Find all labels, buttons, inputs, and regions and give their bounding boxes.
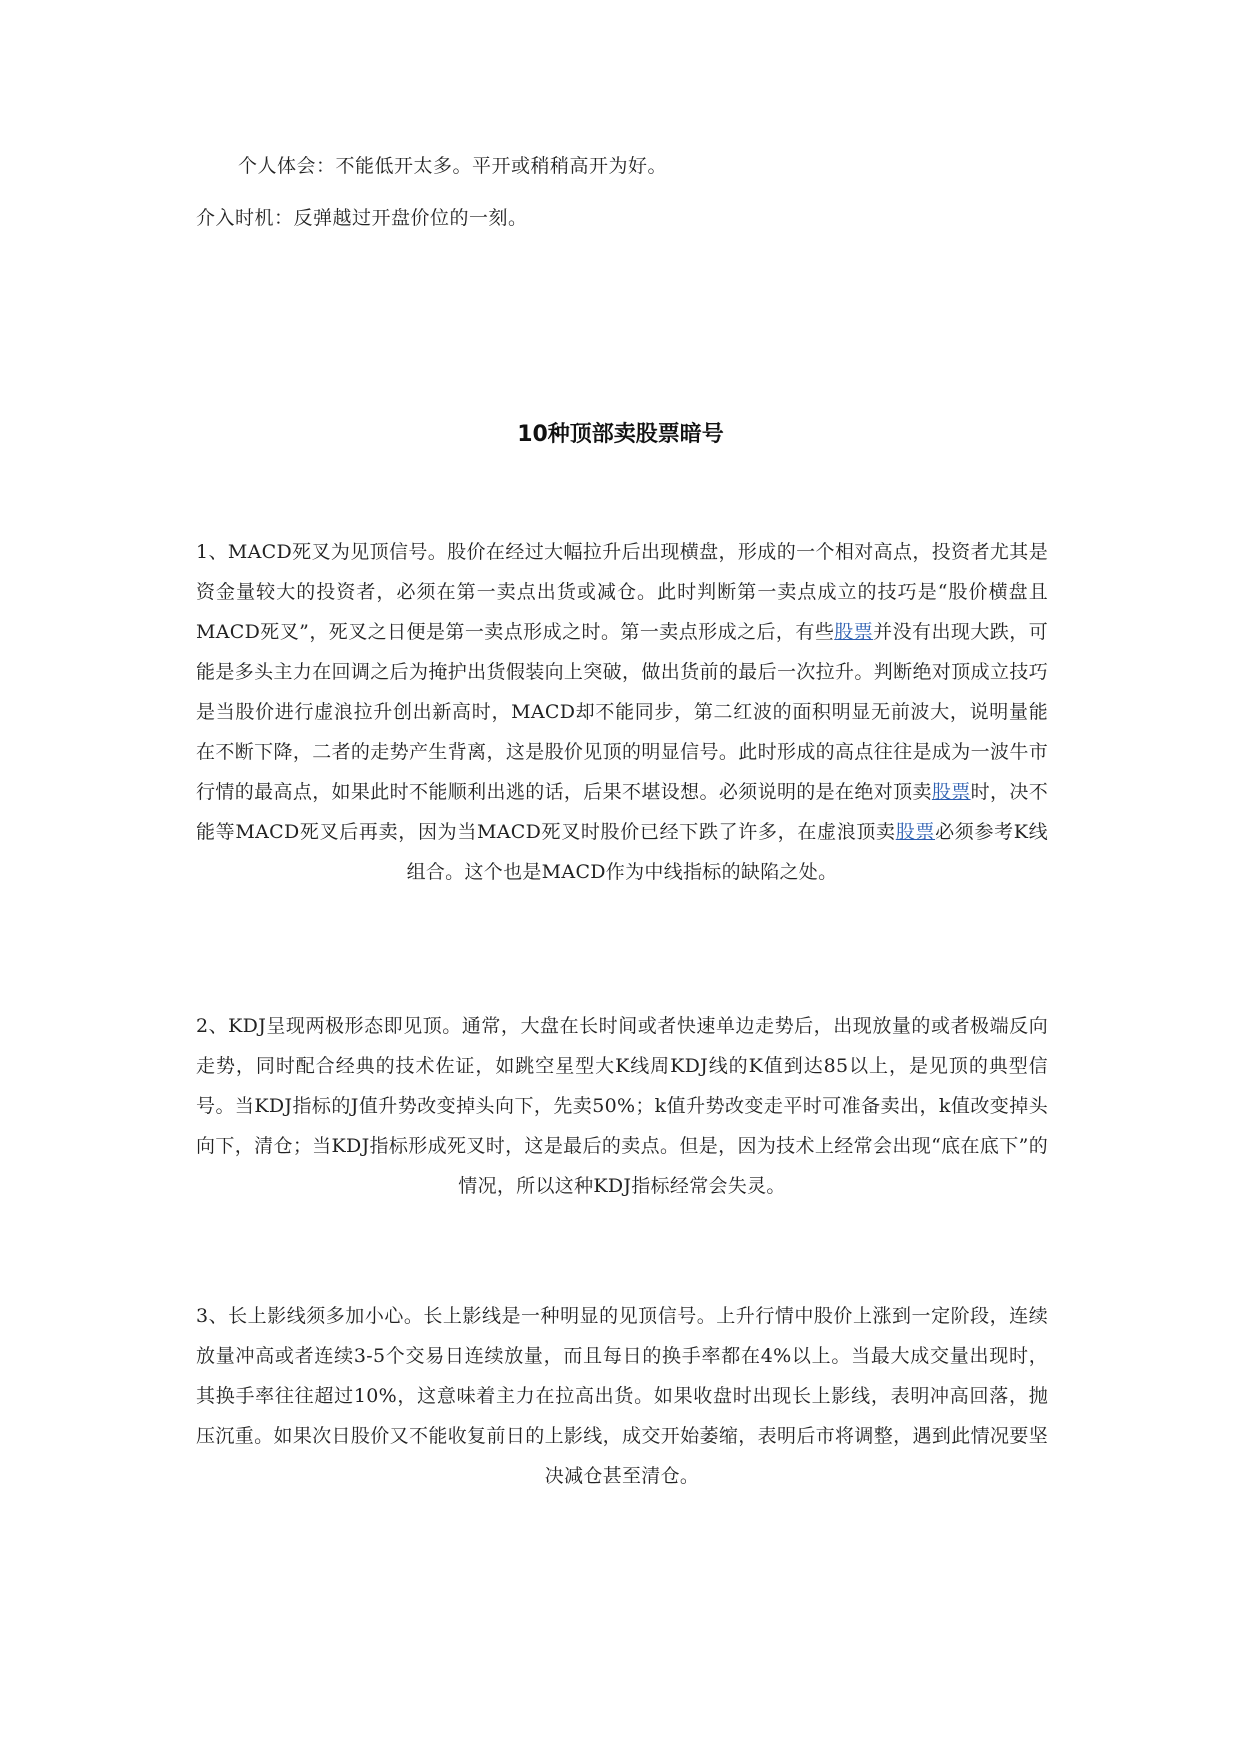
paragraph-text: 并没有出现大跌，可能是多头主力在回调之后为掩护出货假装向上突破，做出货前的最后一次拉升。判断绝对顶成立技巧是当股价进行虚浪拉升创出新高时，MACD却不能同步，第二红波的面积明显无前波大，说明量能在不断下降，二者的走势产生背离，这是股价见顶的明显信号。此时形成的高点往往是成为一波牛市行情的最高点，如果此时不能顺利出逃的话，后果不堪设想。必须说明的是在绝对顶卖: [196, 621, 1048, 803]
intro-experience-line: 个人体会：不能低开太多。平开或稍稍高开为好。: [238, 155, 668, 177]
paragraph-macd: [196, 532, 1048, 892]
paragraph-text: 时，决不能等MACD死叉后再卖，因为当MACD死叉时股价已经下跌了许多，在虚浪顶卖: [196, 781, 1048, 843]
paragraph-text: 1、MACD死叉为见顶信号。股价在经过大幅拉升后出现横盘，形成的一个相对高点，投资者尤其是资金量较大的投资者，必须在第一卖点出货或减仓。此时判断第一卖点成立的技巧是“股价横盘且MACD死叉”，死叉之日便是第一卖点形成之时。第一卖点形成之后，有些: [196, 541, 1048, 643]
section-title: 10种顶部卖股票暗号: [517, 422, 724, 447]
paragraph-kdj: 2、KDJ呈现两极形态即见顶。通常，大盘在长时间或者快速单边走势后，出现放量的或者极端反向走势，同时配合经典的技术佐证，如跳空星型大K线周KDJ线的K值到达85以上，是见顶的典型信号。当KDJ指标的J值升势改变掉头向下，先卖50%；k值升势改变走平时可准备卖出，k值改变掉头向下，清仓；当KDJ指标形成死叉时，这是最后的卖点。但是，因为技术上经常会出现“底在底下”的情况，所以这种KDJ指标经常会失灵。: [196, 1015, 1048, 1197]
paragraph-text: 必须参考K线组合。这个也是MACD作为中线指标的缺陷之处。: [406, 821, 1048, 883]
stock-link[interactable]: 股票: [931, 781, 971, 803]
stock-link[interactable]: 股票: [834, 621, 874, 643]
intro-entry-timing-line: 介入时机：反弹越过开盘价位的一刻。: [196, 207, 528, 229]
stock-link[interactable]: 股票: [895, 821, 936, 843]
paragraph-upper-shadow: 3、长上影线须多加小心。长上影线是一种明显的见顶信号。上升行情中股价上涨到一定阶段，连续放量冲高或者连续3-5个交易日连续放量，而且每日的换手率都在4%以上。当最大成交量出现时，其换手率往往超过10%，这意味着主力在拉高出货。如果收盘时出现长上影线，表明冲高回落，抛压沉重。如果次日股价又不能收复前日的上影线，成交开始萎缩，表明后市将调整，遇到此情况要坚决减仓甚至清仓。: [196, 1305, 1048, 1487]
